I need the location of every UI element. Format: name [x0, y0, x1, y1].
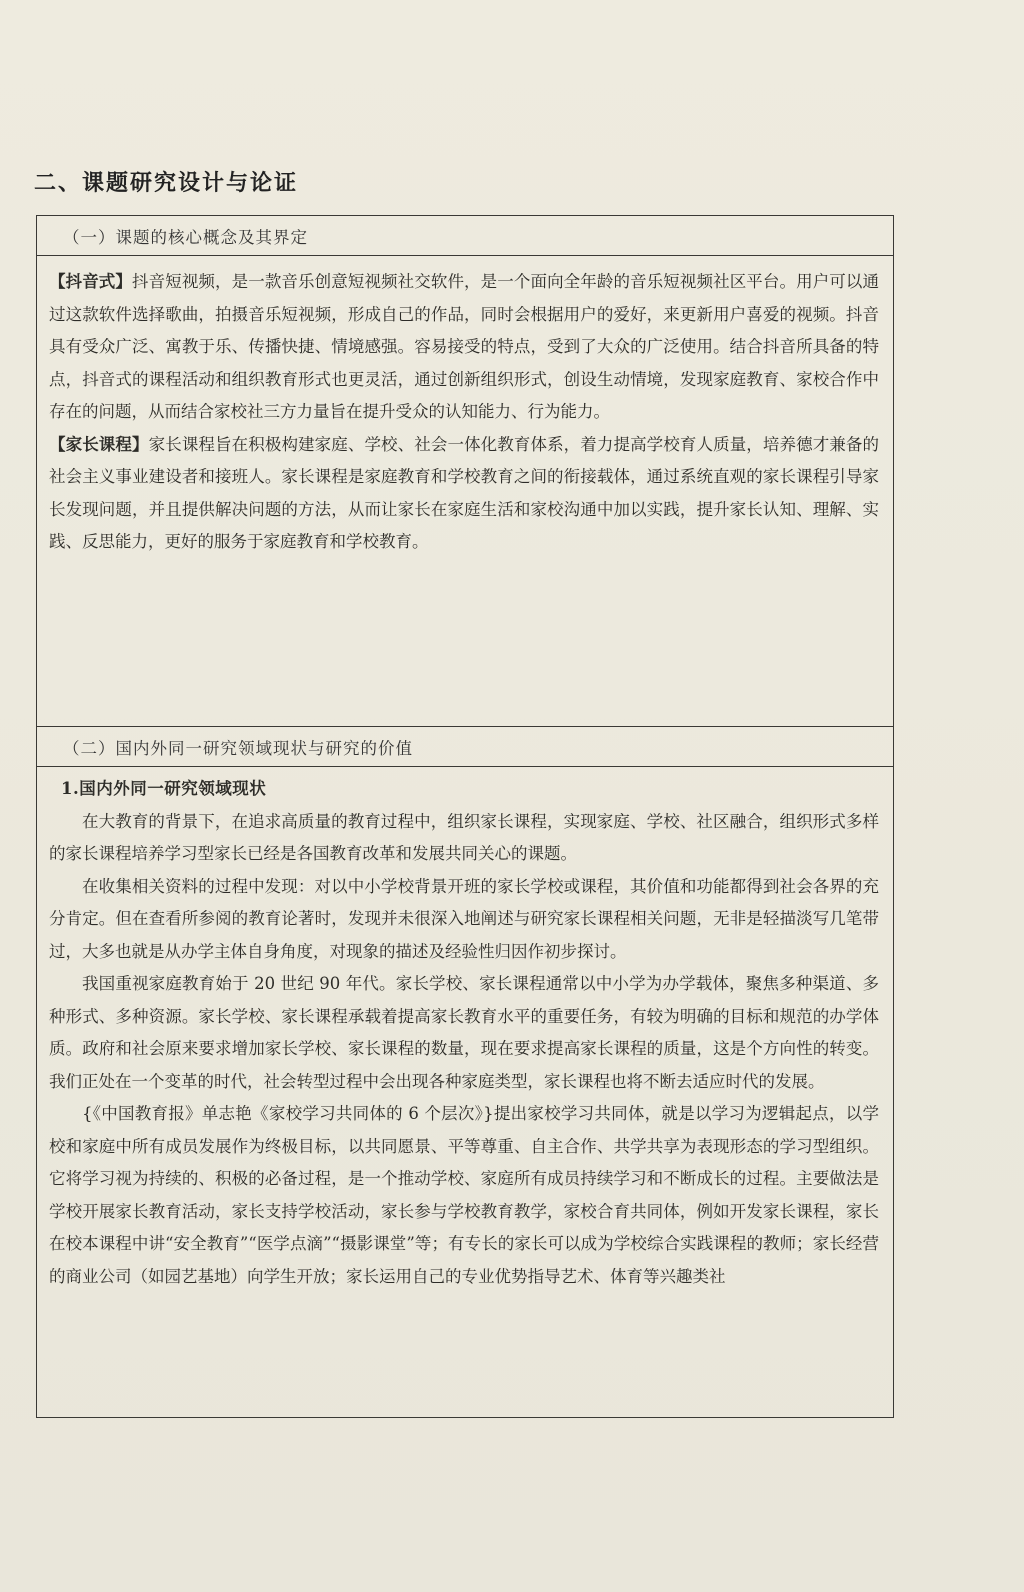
core-concepts-body — [37, 256, 893, 559]
parent-course-text: 家长课程旨在积极构建家庭、学校、社会一体化教育体系，着力提高学校育人质量，培养德才兼备的社会主义事业建设者和接班人。家长课程是家庭教育和学校教育之间的衔接载体，通过系统直观的家长课程引导家长发现问题，并且提供解决问题的方法，从而让家长在家庭生活和家校沟通中加以实践，提升家长认知、理解、实践、反思能力，更好的服务于家庭教育和学校教育。 — [49, 434, 880, 551]
paragraph: 在大教育的背景下，在追求高质量的教育过程中，组织家长课程，实现家庭、学校、社区融合，组织形式多样的家长课程培养学习型家长已经是各国教育改革和发展共同关心的课题。 — [49, 811, 879, 863]
douyin-definition — [49, 266, 879, 429]
parent-course-definition — [49, 429, 879, 559]
research-status-box — [36, 726, 894, 1418]
paragraph: 我国重视家庭教育始于 20 世纪 90 年代。家长学校、家长课程通常以中小学为办学载体，聚焦多种渠道、多种形式、多种资源。家长学校、家长课程承载着提高家长教育水平的重要任务，有较为明确的目标和规范的办学体质。政府和社会原来要求增加家长学校、家长课程的数量，现在要求提高家长课程的质量，这是个方向性的转变。我们正处在一个变革的时代，社会转型过程中会出现各种家庭类型，家长课程也将不断去适应时代的发展。 — [49, 974, 879, 1091]
paragraph: 在收集相关资料的过程中发现：对以中小学校背景开班的家长学校或课程，其价值和功能都得到社会各界的充分肯定。但在查看所参阅的教育论著时，发现并未很深入地阐述与研究家长课程相关问题，无非是轻描淡写几笔带过，大多也就是从办学主体自身角度，对现象的描述及经验性归因作初步探讨。 — [49, 876, 879, 961]
research-status-subheading: 1.国内外同一研究领域现状 — [61, 779, 267, 798]
term-douyin: 【抖音式】 — [49, 272, 133, 291]
paragraph: {《中国教育报》单志艳《家校学习共同体的 6 个层次》}提出家校学习共同体，就是以学习为逻辑起点，以学校和家庭中所有成员发展作为终极目标，以共同愿景、平等尊重、自主合作、共学共享为表现形态的学习型组织。它将学习视为持续的、积极的必备过程，是一个推动学校、家庭所有成员持续学习和不断成长的过程。主要做法是学校开展家长教育活动，家长支持学校活动，家长参与学校教育教学，家校合育共同体，例如开发家长课程，家长在校本课程中讲“安全教育”“医学点滴”“摄影课堂”等；有专长的家长可以成为学校综合实践课程的教师；家长经营的商业公司（如园艺基地）向学生开放；家长运用自己的专业优势指导艺术、体育等兴趣类社 — [49, 1104, 879, 1286]
section-title: 二、课题研究设计与论证 — [34, 171, 299, 196]
douyin-text: 抖音短视频，是一款音乐创意短视频社交软件，是一个面向全年龄的音乐短视频社区平台。用户可以通过这款软件选择歌曲，拍摄音乐短视频，形成自己的作品，同时会根据用户的爱好，来更新用户喜爱的视频。抖音具有受众广泛、寓教于乐、传播快捷、情境感强。容易接受的特点，受到了大众的广泛使用。结合抖音所具备的特点，抖音式的课程活动和组织教育形式也更灵活，通过创新组织形式，创设生动情境，发现家庭教育、家校合作中存在的问题，从而结合家校社三方力量旨在提升受众的认知能力、行为能力。 — [49, 272, 880, 421]
research-status-header: （二）国内外同一研究领域现状与研究的价值 — [37, 727, 893, 767]
research-status-body — [37, 767, 893, 1293]
term-parent-course: 【家长课程】 — [49, 434, 149, 454]
core-concepts-header: （一）课题的核心概念及其界定 — [37, 216, 893, 256]
core-concepts-box — [36, 215, 894, 727]
